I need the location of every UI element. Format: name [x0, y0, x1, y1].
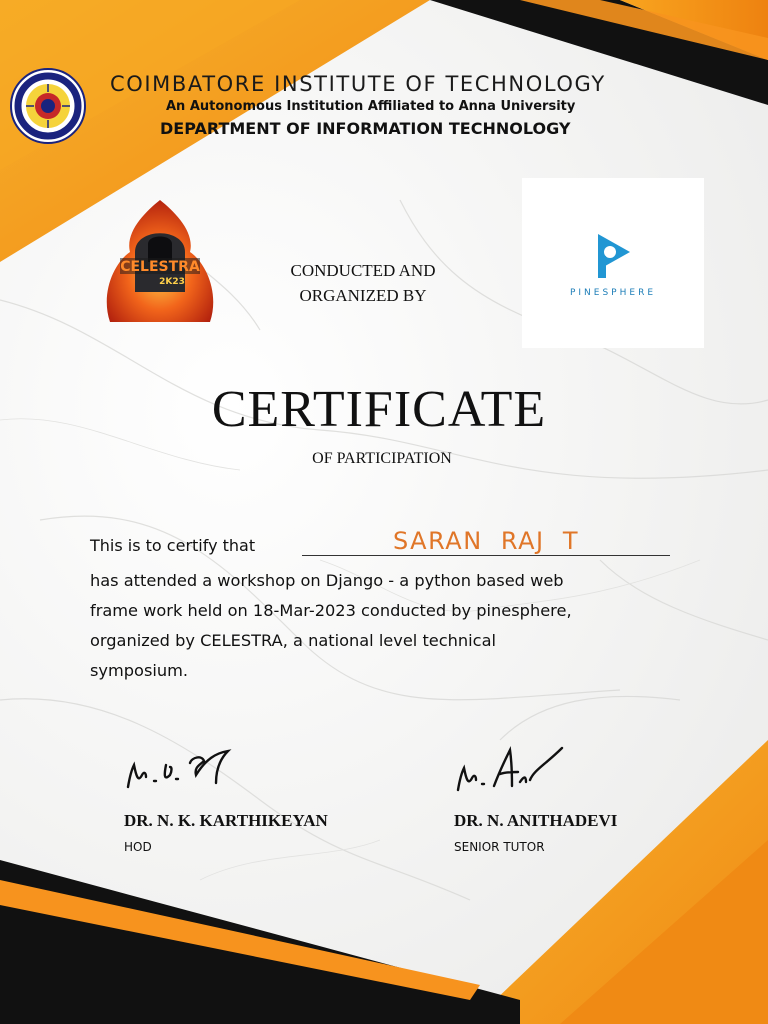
pinesphere-logo-icon: [594, 230, 634, 280]
department-name: DEPARTMENT OF INFORMATION TECHNOLOGY: [160, 119, 571, 138]
signatory-role-tutor: SENIOR TUTOR: [454, 840, 545, 854]
conducted-organized-label: [258, 258, 468, 308]
recipient-name: SARAN RAJ T: [392, 527, 580, 555]
signatory-role-hod: HOD: [124, 840, 152, 854]
body-line-2: frame work held on 18-Mar-2023 conducted by pinesphere,: [90, 601, 572, 620]
certificate-subtitle: OF PARTICIPATION: [312, 450, 452, 467]
partner-name: PINESPHERE: [569, 288, 657, 298]
institution-subtitle: An Autonomous Institution Affiliated to Anna University: [166, 99, 576, 114]
svg-text:2K23: 2K23: [159, 277, 185, 287]
signatory-name-tutor: DR. N. ANITHADEVI: [454, 811, 618, 830]
signature-tutor-icon: [450, 730, 580, 800]
recipient-underline: [302, 555, 670, 556]
celestra-logo-icon: [90, 192, 230, 332]
partner-logo-box: [522, 178, 704, 348]
svg-text:CELESTRA: CELESTRA: [120, 259, 200, 275]
conducted-line-2: ORGANIZED BY: [299, 286, 427, 305]
institution-name: COIMBATORE INSTITUTE OF TECHNOLOGY: [110, 72, 606, 96]
body-line-1: has attended a workshop on Django - a python based web: [90, 571, 564, 590]
body-line-4: symposium.: [90, 661, 189, 680]
certify-label: This is to certify that: [90, 536, 256, 555]
certificate-body: [90, 566, 690, 686]
body-line-3: organized by CELESTRA, a national level technical: [90, 631, 496, 650]
conducted-line-1: CONDUCTED AND: [290, 261, 436, 280]
institute-seal-icon: [10, 68, 86, 144]
certificate-title: CERTIFICATE: [211, 381, 547, 438]
signature-hod-icon: [120, 725, 250, 795]
signatory-name-hod: DR. N. K. KARTHIKEYAN: [124, 811, 328, 830]
